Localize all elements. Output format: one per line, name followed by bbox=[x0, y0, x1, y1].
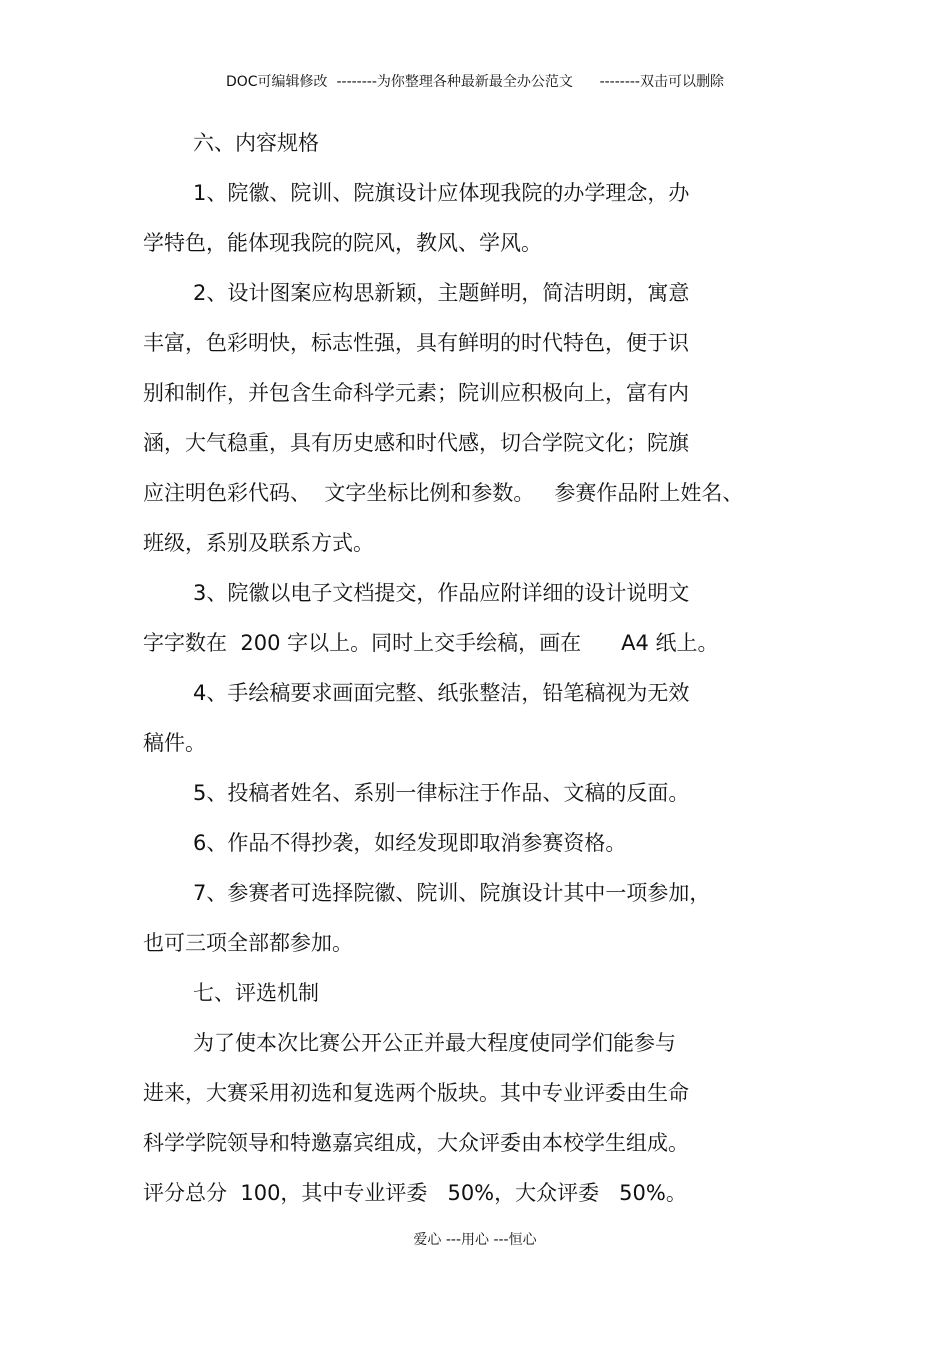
page-footer: 爱心 ---用心 ---恒心 bbox=[413, 1232, 537, 1248]
body-line: 进来，大赛采用初选和复选两个版块。其中专业评委由生命 bbox=[143, 1081, 689, 1105]
body-line: 科学学院领导和特邀嘉宾组成，大众评委由本校学生组成。 bbox=[143, 1131, 689, 1155]
body-line: 5、投稿者姓名、系别一律标注于作品、文稿的反面。 bbox=[193, 781, 690, 805]
body-line: 也可三项全部都参加。 bbox=[143, 931, 353, 955]
body-line: 学特色，能体现我院的院风，教风、学风。 bbox=[143, 231, 542, 255]
body-line: 2、设计图案应构思新颖，主题鲜明，简洁明朗，寓意 bbox=[193, 281, 690, 305]
body-line: 3、院徽以电子文档提交，作品应附详细的设计说明文 bbox=[193, 581, 690, 605]
section-heading-content-specs: 六、内容规格 bbox=[193, 131, 319, 155]
body-line: 稿件。 bbox=[143, 731, 206, 755]
body-line: 丰富，色彩明快，标志性强，具有鲜明的时代特色，便于识 bbox=[143, 331, 689, 355]
body-line: 4、手绘稿要求画面完整、纸张整洁，铅笔稿视为无效 bbox=[193, 681, 690, 705]
body-line: 应注明色彩代码、 文字坐标比例和参数。 参赛作品附上姓名、 bbox=[143, 481, 744, 505]
body-line: 别和制作，并包含生命科学元素；院训应积极向上，富有内 bbox=[143, 381, 689, 405]
page-header: DOC可编辑修改 --------为你整理各种最新最全办公范文 --------双击可以删除 bbox=[225, 74, 724, 90]
body-line: 6、作品不得抄袭，如经发现即取消参赛资格。 bbox=[193, 831, 627, 855]
body-line: 1、院徽、院训、院旗设计应体现我院的办学理念，办 bbox=[193, 181, 690, 205]
body-line: 为了使本次比赛公开公正并最大程度使同学们能参与 bbox=[193, 1031, 676, 1055]
body-line: 涵，大气稳重，具有历史感和时代感，切合学院文化；院旗 bbox=[143, 431, 689, 455]
section-heading-selection: 七、评选机制 bbox=[193, 981, 319, 1005]
body-line: 评分总分 100，其中专业评委 50%，大众评委 50%。 bbox=[143, 1181, 687, 1205]
body-line: 班级，系别及联系方式。 bbox=[143, 531, 374, 555]
body-line: 字字数在 200 字以上。同时上交手绘稿，画在 A4 纸上。 bbox=[143, 631, 719, 655]
body-line: 7、参赛者可选择院徽、院训、院旗设计其中一项参加， bbox=[193, 881, 711, 905]
